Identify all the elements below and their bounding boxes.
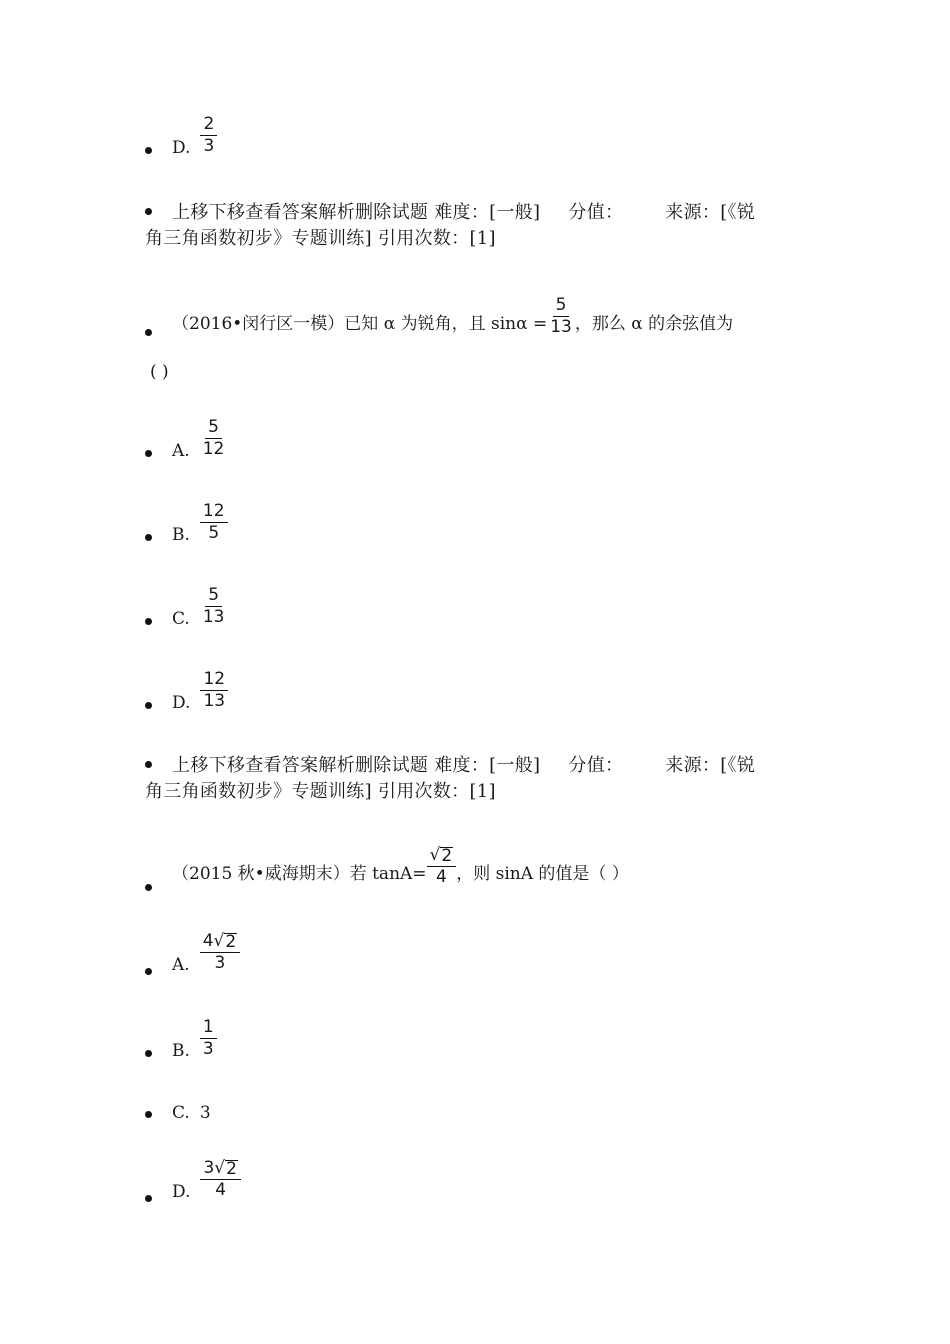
option-b[interactable]: B. $\frac{12}{5}$ bbox=[172, 502, 228, 547]
source: 来源：[《锐 bbox=[665, 755, 756, 776]
fraction: $\frac{12}{5}$ bbox=[200, 502, 228, 543]
option-d[interactable]: D. $\frac{12}{13}$ bbox=[172, 670, 228, 715]
question-stem bbox=[172, 296, 733, 339]
source-cont: 角三角函数初步》专题训练] 引用次数：[1] bbox=[145, 228, 496, 249]
fraction: $\frac{12}{13}$ bbox=[200, 670, 228, 711]
question-actions[interactable]: 上移下移查看答案解析删除试题 bbox=[172, 755, 429, 776]
difficulty: 难度：[一般] bbox=[434, 755, 541, 776]
question-meta bbox=[145, 753, 805, 805]
option-a[interactable]: A. 4 √ 2 3 bbox=[172, 932, 240, 977]
bullet bbox=[145, 534, 152, 541]
source-cont: 角三角函数初步》专题训练] 引用次数：[1] bbox=[145, 781, 496, 802]
option-c[interactable]: C. 3 bbox=[172, 1103, 211, 1123]
fraction: 4 √ 2 3 bbox=[200, 932, 241, 973]
bullet bbox=[145, 761, 152, 768]
fraction: 3 √ 2 4 bbox=[200, 1159, 241, 1200]
option-a[interactable]: A. $\frac{5}{12}$ bbox=[172, 418, 227, 463]
score: 分值： bbox=[568, 202, 624, 223]
difficulty: 难度：[一般] bbox=[434, 202, 541, 223]
question-meta bbox=[145, 200, 805, 252]
stem-text: （2015 秋•威海期末）若 tanA= bbox=[172, 864, 427, 884]
option-c[interactable]: C. $\frac{5}{13}$ bbox=[172, 586, 227, 631]
fraction: √ 2 4 bbox=[427, 846, 457, 887]
score: 分值： bbox=[568, 755, 624, 776]
bullet bbox=[145, 968, 152, 975]
fraction: $\frac{5}{13}$ bbox=[202, 585, 225, 627]
fraction: $\frac{5}{12}$ bbox=[202, 417, 225, 459]
stem-text: （2016•闵行区一模）已知 α 为锐角，且 sinα = bbox=[172, 314, 548, 334]
source: 来源：[《锐 bbox=[665, 202, 756, 223]
bullet bbox=[145, 884, 152, 891]
fraction: $\frac{2}{3}$ bbox=[200, 115, 217, 156]
bullet bbox=[145, 1111, 152, 1118]
bullet bbox=[145, 1195, 152, 1202]
option-b[interactable]: B. $\frac{1}{3}$ bbox=[172, 1018, 217, 1063]
stem-text: ，则 sinA 的值是（ ） bbox=[456, 864, 629, 884]
bullet bbox=[145, 1050, 152, 1057]
option-d-top[interactable] bbox=[172, 115, 217, 160]
bullet bbox=[145, 208, 152, 215]
question-stem bbox=[172, 846, 629, 889]
bullet bbox=[145, 329, 152, 336]
question-actions[interactable]: 上移下移查看答案解析删除试题 bbox=[172, 202, 429, 223]
answer-blank: ( ) bbox=[150, 362, 169, 382]
bullet bbox=[145, 147, 152, 154]
fraction: $\frac{1}{3}$ bbox=[200, 1018, 217, 1059]
fraction: $\frac{5}{13}$ bbox=[550, 295, 572, 337]
bullet bbox=[145, 450, 152, 457]
option-d[interactable]: D. 3 √ 2 4 bbox=[172, 1159, 241, 1204]
bullet bbox=[145, 702, 152, 709]
stem-text: ，那么 α 的余弦值为 bbox=[574, 314, 734, 334]
option-label: D. bbox=[172, 138, 191, 158]
bullet bbox=[145, 618, 152, 625]
